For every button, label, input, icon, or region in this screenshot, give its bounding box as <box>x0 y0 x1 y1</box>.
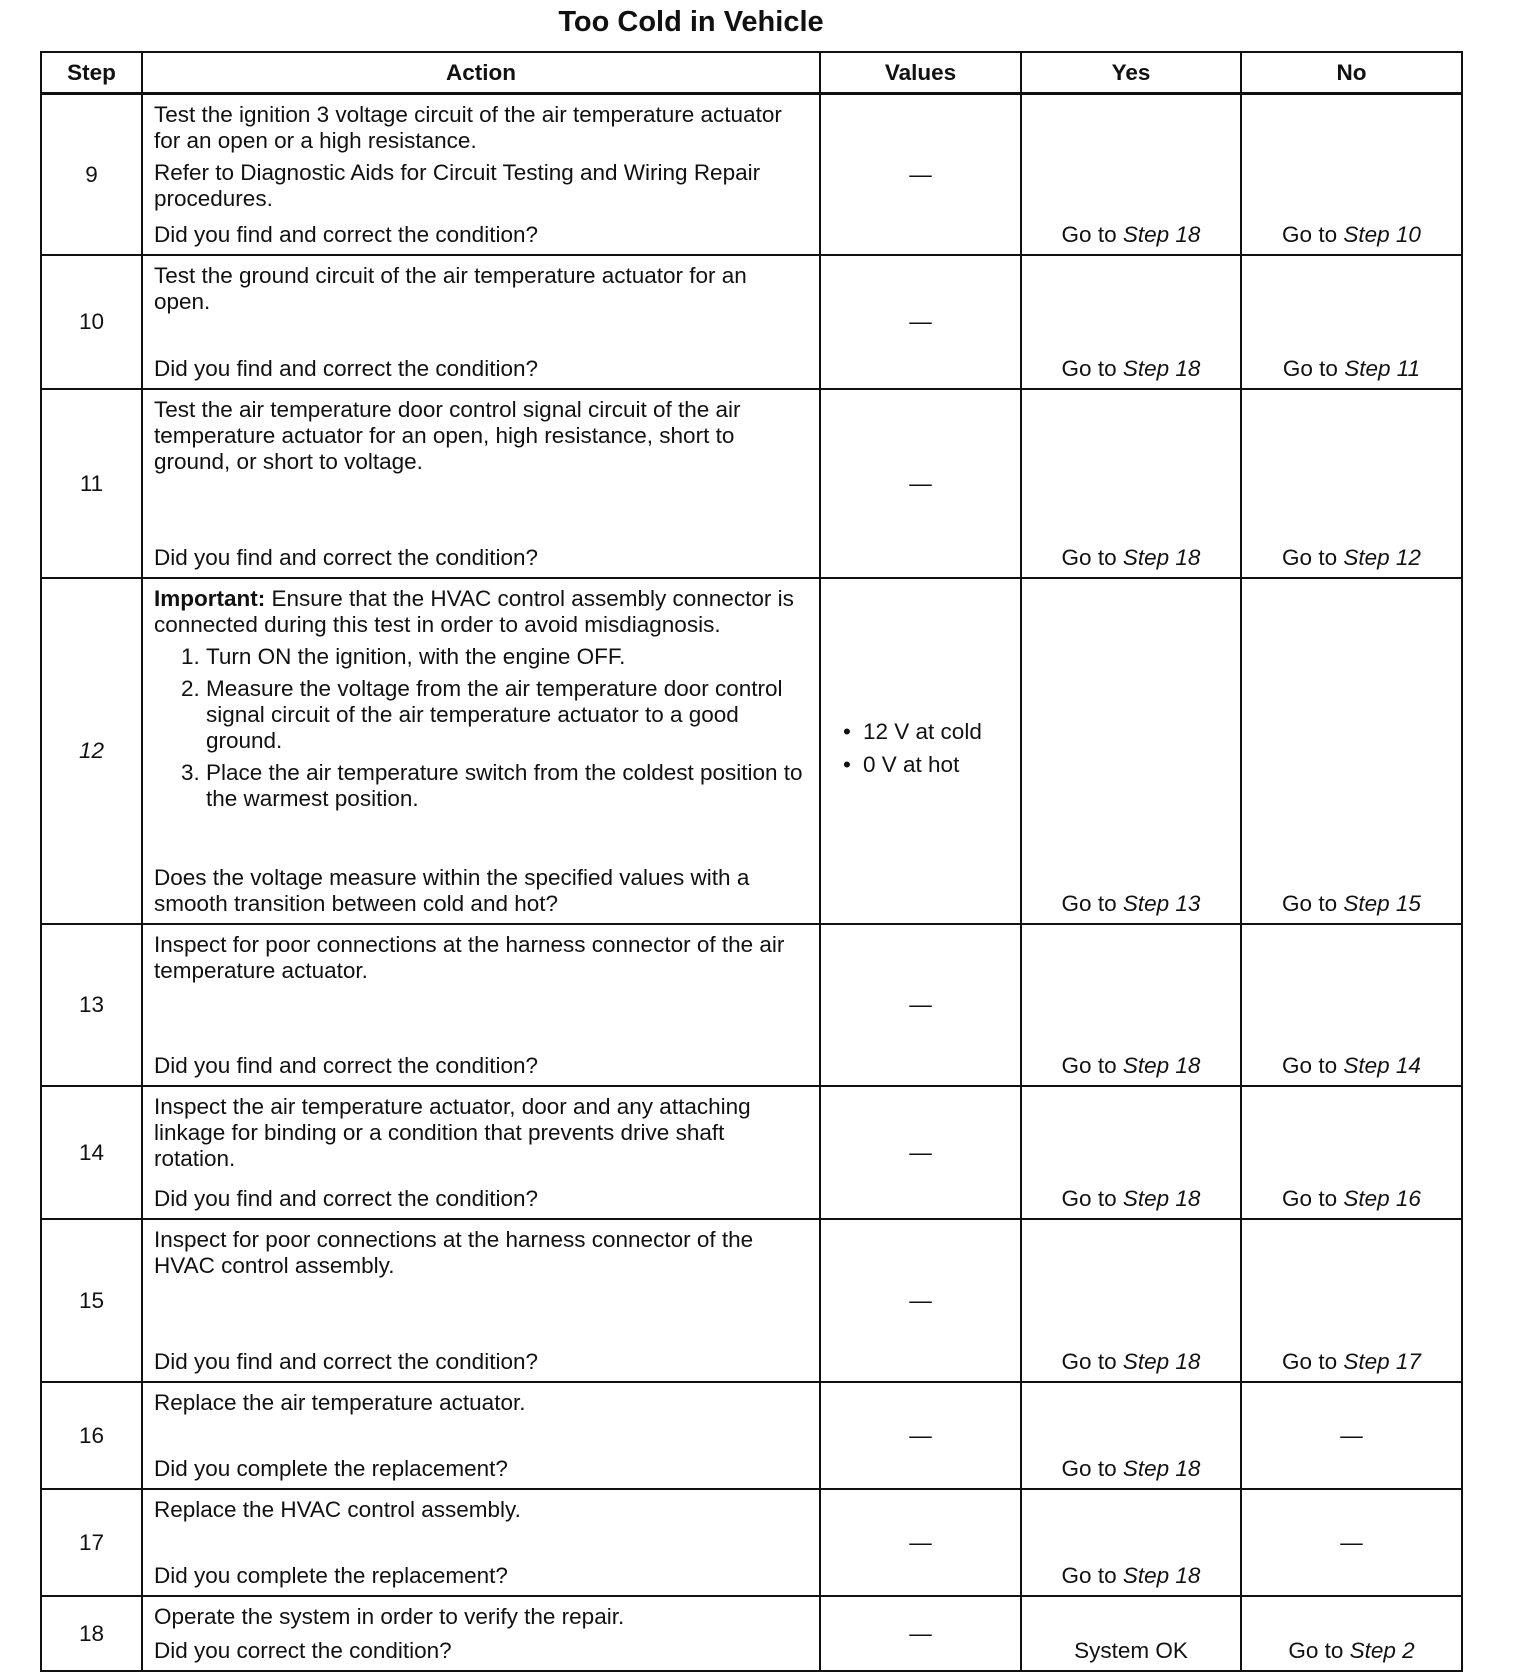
step-reference <box>1123 1186 1201 1211</box>
goto-label: Go to <box>1061 1349 1117 1374</box>
step-word: Step <box>1122 1186 1170 1211</box>
step-number: 14 <box>1395 1053 1421 1078</box>
goto-label: Go to <box>1061 1563 1117 1588</box>
action-cell <box>142 1086 820 1219</box>
step-number-cell: 16 <box>41 1382 142 1489</box>
header-no: No <box>1241 52 1462 94</box>
step-word: Step <box>1349 1638 1396 1663</box>
step-number: 18 <box>1175 222 1201 247</box>
action-question: Did you find and correct the condition? <box>154 545 538 570</box>
substep-item: 1. Turn ON the ignition, with the engine OFF. <box>206 644 809 670</box>
action-question: Did you find and correct the condition? <box>154 356 538 381</box>
step-reference <box>1123 545 1201 570</box>
table-row <box>41 924 1462 1086</box>
no-cell <box>1241 1489 1462 1596</box>
no-value-dash: — <box>1340 1422 1363 1448</box>
values-cell <box>820 1382 1021 1489</box>
no-value-dash: — <box>909 1529 932 1555</box>
step-number-cell: 17 <box>41 1489 142 1596</box>
goto-label: Go to <box>1061 1186 1117 1211</box>
action-cell <box>142 255 820 389</box>
action-question: Does the voltage measure within the specified values with a smooth transition between cold and hot? <box>154 865 750 916</box>
step-number: 15 <box>1395 891 1421 916</box>
yes-cell <box>1021 389 1241 578</box>
instruction-text: Replace the air temperature actuator. <box>154 1390 526 1415</box>
substep-item: 3. Place the air temperature switch from the coldest position to the warmest position. <box>206 760 809 812</box>
step-word: Step <box>1343 545 1390 570</box>
step-reference <box>1343 1349 1421 1374</box>
goto-label: Go to <box>1282 891 1338 916</box>
no-value-dash: — <box>909 1139 932 1165</box>
step-reference <box>1123 1456 1201 1481</box>
instruction-text: Test the ignition 3 voltage circuit of the air temperature actuator for an open or a high resistance. <box>154 102 782 153</box>
step-reference <box>1343 1053 1421 1078</box>
step-number-cell: 15 <box>41 1219 142 1382</box>
goto-label: Go to <box>1282 1053 1338 1078</box>
step-reference <box>1343 222 1421 247</box>
no-cell <box>1241 578 1462 924</box>
yes-cell <box>1021 1382 1241 1489</box>
header-action: Action <box>142 52 820 94</box>
header-values: Values <box>820 52 1021 94</box>
no-value-dash: — <box>909 161 932 187</box>
step-number: 18 <box>1175 1563 1201 1588</box>
values-cell <box>820 389 1021 578</box>
values-cell <box>820 1489 1021 1596</box>
instruction-text: Refer to Diagnostic Aids for Circuit Testing and Wiring Repair procedures. <box>154 160 761 211</box>
action-instructions <box>154 1390 809 1422</box>
action-content <box>143 256 819 388</box>
table-row <box>41 1219 1462 1382</box>
no-value-dash: — <box>909 1287 932 1313</box>
action-content <box>143 1383 819 1488</box>
values-list <box>821 718 1020 778</box>
important-label: Important: <box>154 586 266 611</box>
yes-cell <box>1021 1596 1241 1671</box>
step-reference <box>1343 545 1421 570</box>
step-number: 17 <box>1395 1349 1421 1374</box>
values-cell <box>820 1086 1021 1219</box>
step-word: Step <box>1343 222 1390 247</box>
goto-label: Go to <box>1282 356 1338 381</box>
action-content <box>143 1087 819 1218</box>
no-cell <box>1241 924 1462 1086</box>
instruction-text: Inspect for poor connections at the harness connector of the air temperature actuator. <box>154 932 785 983</box>
no-value-dash: — <box>1340 1529 1363 1555</box>
action-content <box>143 1490 819 1595</box>
step-number: 18 <box>1175 545 1201 570</box>
action-question: Did you find and correct the condition? <box>154 222 538 247</box>
action-instructions <box>154 397 809 481</box>
step-number: 13 <box>1175 891 1201 916</box>
yes-cell <box>1021 924 1241 1086</box>
step-word: Step <box>1122 1563 1170 1588</box>
instruction-text: Test the air temperature door control signal circuit of the air temperature actuator for an open, high resistance, short to ground, or short to voltage. <box>154 397 741 474</box>
step-number: 16 <box>1395 1186 1421 1211</box>
values-cell <box>820 94 1021 256</box>
no-value-dash: — <box>909 1422 932 1448</box>
step-number-cell: 10 <box>41 255 142 389</box>
no-cell <box>1241 1596 1462 1671</box>
table-header-row <box>41 52 1462 94</box>
table-row <box>41 94 1462 256</box>
goto-label: Go to <box>1282 1186 1338 1211</box>
step-reference <box>1343 1186 1421 1211</box>
goto-label: Go to <box>1061 1456 1117 1481</box>
goto-label: Go to <box>1061 891 1117 916</box>
step-reference <box>1123 1349 1201 1374</box>
yes-cell <box>1021 578 1241 924</box>
table-row <box>41 255 1462 389</box>
values-cell <box>820 1596 1021 1671</box>
instruction-text: Test the ground circuit of the air temperature actuator for an open. <box>154 263 747 314</box>
diagnostic-table <box>40 51 1463 1672</box>
action-cell <box>142 1219 820 1382</box>
instruction-text: Operate the system in order to verify the repair. <box>154 1604 625 1629</box>
action-instructions <box>154 586 809 818</box>
step-number-cell: 11 <box>41 389 142 578</box>
no-value-dash: — <box>909 992 932 1017</box>
step-word: Step <box>1122 1456 1170 1481</box>
step-number: 18 <box>1175 1456 1201 1481</box>
action-cell <box>142 389 820 578</box>
step-word: Step <box>1122 545 1170 570</box>
step-reference <box>1350 1638 1415 1663</box>
action-content <box>143 925 819 1085</box>
goto-label: Go to <box>1288 1638 1344 1663</box>
action-cell <box>142 924 820 1086</box>
substep-list <box>154 644 809 812</box>
step-number: 2 <box>1402 1638 1415 1663</box>
no-value-dash: — <box>909 309 932 334</box>
table-row <box>41 1382 1462 1489</box>
result-text: System OK <box>1074 1638 1188 1663</box>
step-number: 12 <box>1395 545 1421 570</box>
yes-cell <box>1021 94 1241 256</box>
action-instructions <box>154 1604 809 1636</box>
step-number: 18 <box>1175 1186 1201 1211</box>
yes-cell <box>1021 1489 1241 1596</box>
step-word: Step <box>1343 1349 1390 1374</box>
action-question: Did you complete the replacement? <box>154 1456 508 1481</box>
no-value-dash: — <box>909 470 932 496</box>
step-word: Step <box>1122 222 1170 247</box>
step-word: Step <box>1122 1053 1170 1078</box>
action-content <box>143 579 819 923</box>
step-number: 10 <box>1395 222 1421 247</box>
no-cell <box>1241 1382 1462 1489</box>
step-number-cell: 13 <box>41 924 142 1086</box>
no-value-dash: — <box>909 1620 932 1646</box>
step-word: Step <box>1122 1349 1170 1374</box>
action-instructions <box>154 1497 809 1529</box>
step-word: Step <box>1122 356 1170 381</box>
step-word: Step <box>1343 891 1390 916</box>
value-item: • 0 V at hot <box>863 751 1020 778</box>
action-cell <box>142 94 820 256</box>
yes-cell <box>1021 1086 1241 1219</box>
table-row <box>41 1086 1462 1219</box>
action-instructions <box>154 102 809 218</box>
step-word: Step <box>1343 1186 1390 1211</box>
no-cell <box>1241 255 1462 389</box>
action-question: Did you find and correct the condition? <box>154 1186 538 1211</box>
goto-label: Go to <box>1061 356 1117 381</box>
action-instructions <box>154 263 809 321</box>
step-word: Step <box>1122 891 1170 916</box>
step-number: 18 <box>1175 356 1201 381</box>
action-question: Did you find and correct the condition? <box>154 1349 538 1374</box>
yes-cell <box>1021 255 1241 389</box>
step-number: 18 <box>1175 1053 1201 1078</box>
step-number-cell: 14 <box>41 1086 142 1219</box>
step-number: 11 <box>1396 356 1421 381</box>
action-instructions <box>154 932 809 990</box>
header-step: Step <box>41 52 142 94</box>
action-cell <box>142 578 820 924</box>
goto-label: Go to <box>1061 222 1117 247</box>
instruction-text: Inspect the air temperature actuator, door and any attaching linkage for binding or a condition that prevents drive shaft rotation. <box>154 1094 751 1171</box>
substep-item: 2. Measure the voltage from the air temperature door control signal circuit of the air temperature actuator to a good ground. <box>206 676 809 754</box>
goto-label: Go to <box>1061 545 1117 570</box>
values-cell <box>820 1219 1021 1382</box>
step-number: 18 <box>1175 1349 1201 1374</box>
action-question: Did you correct the condition? <box>154 1638 452 1663</box>
action-cell <box>142 1489 820 1596</box>
action-instructions <box>154 1094 809 1178</box>
values-cell <box>820 255 1021 389</box>
step-number-cell: 12 <box>41 578 142 924</box>
step-number-cell: 18 <box>41 1596 142 1671</box>
step-reference <box>1123 891 1201 916</box>
no-cell <box>1241 1086 1462 1219</box>
goto-label: Go to <box>1282 222 1338 247</box>
goto-label: Go to <box>1282 1349 1338 1374</box>
action-cell <box>142 1596 820 1671</box>
action-content <box>143 1220 819 1381</box>
action-question: Did you find and correct the condition? <box>154 1053 538 1078</box>
instruction-text: Inspect for poor connections at the harness connector of the HVAC control assembly. <box>154 1227 754 1278</box>
header-yes: Yes <box>1021 52 1241 94</box>
action-cell <box>142 1382 820 1489</box>
action-question: Did you complete the replacement? <box>154 1563 508 1588</box>
step-word: Step <box>1343 1053 1390 1078</box>
no-cell <box>1241 94 1462 256</box>
goto-label: Go to <box>1061 1053 1117 1078</box>
page-title: Too Cold in Vehicle <box>558 6 824 38</box>
no-cell <box>1241 389 1462 578</box>
table-row <box>41 1596 1462 1671</box>
yes-cell <box>1021 1219 1241 1382</box>
action-content <box>143 390 819 577</box>
table-row <box>41 578 1462 924</box>
action-content <box>143 1597 819 1670</box>
values-cell <box>820 578 1021 924</box>
step-reference <box>1123 1563 1201 1588</box>
step-reference <box>1123 222 1201 247</box>
value-item: • 12 V at cold <box>863 718 1020 745</box>
table-row <box>41 389 1462 578</box>
step-number-cell: 9 <box>41 94 142 256</box>
instruction-text: Replace the HVAC control assembly. <box>154 1497 521 1522</box>
important-note <box>154 586 809 638</box>
no-cell <box>1241 1219 1462 1382</box>
step-reference <box>1123 1053 1201 1078</box>
step-reference <box>1343 891 1421 916</box>
step-word: Step <box>1344 356 1391 381</box>
values-cell <box>820 924 1021 1086</box>
important-text: Ensure that the HVAC control assembly connector is connected during this test in order to avoid misdiagnosis. <box>154 586 794 637</box>
goto-label: Go to <box>1282 545 1338 570</box>
step-reference <box>1344 356 1420 381</box>
table-row <box>41 1489 1462 1596</box>
action-content <box>143 95 819 254</box>
action-instructions <box>154 1227 809 1285</box>
step-reference <box>1123 356 1201 381</box>
